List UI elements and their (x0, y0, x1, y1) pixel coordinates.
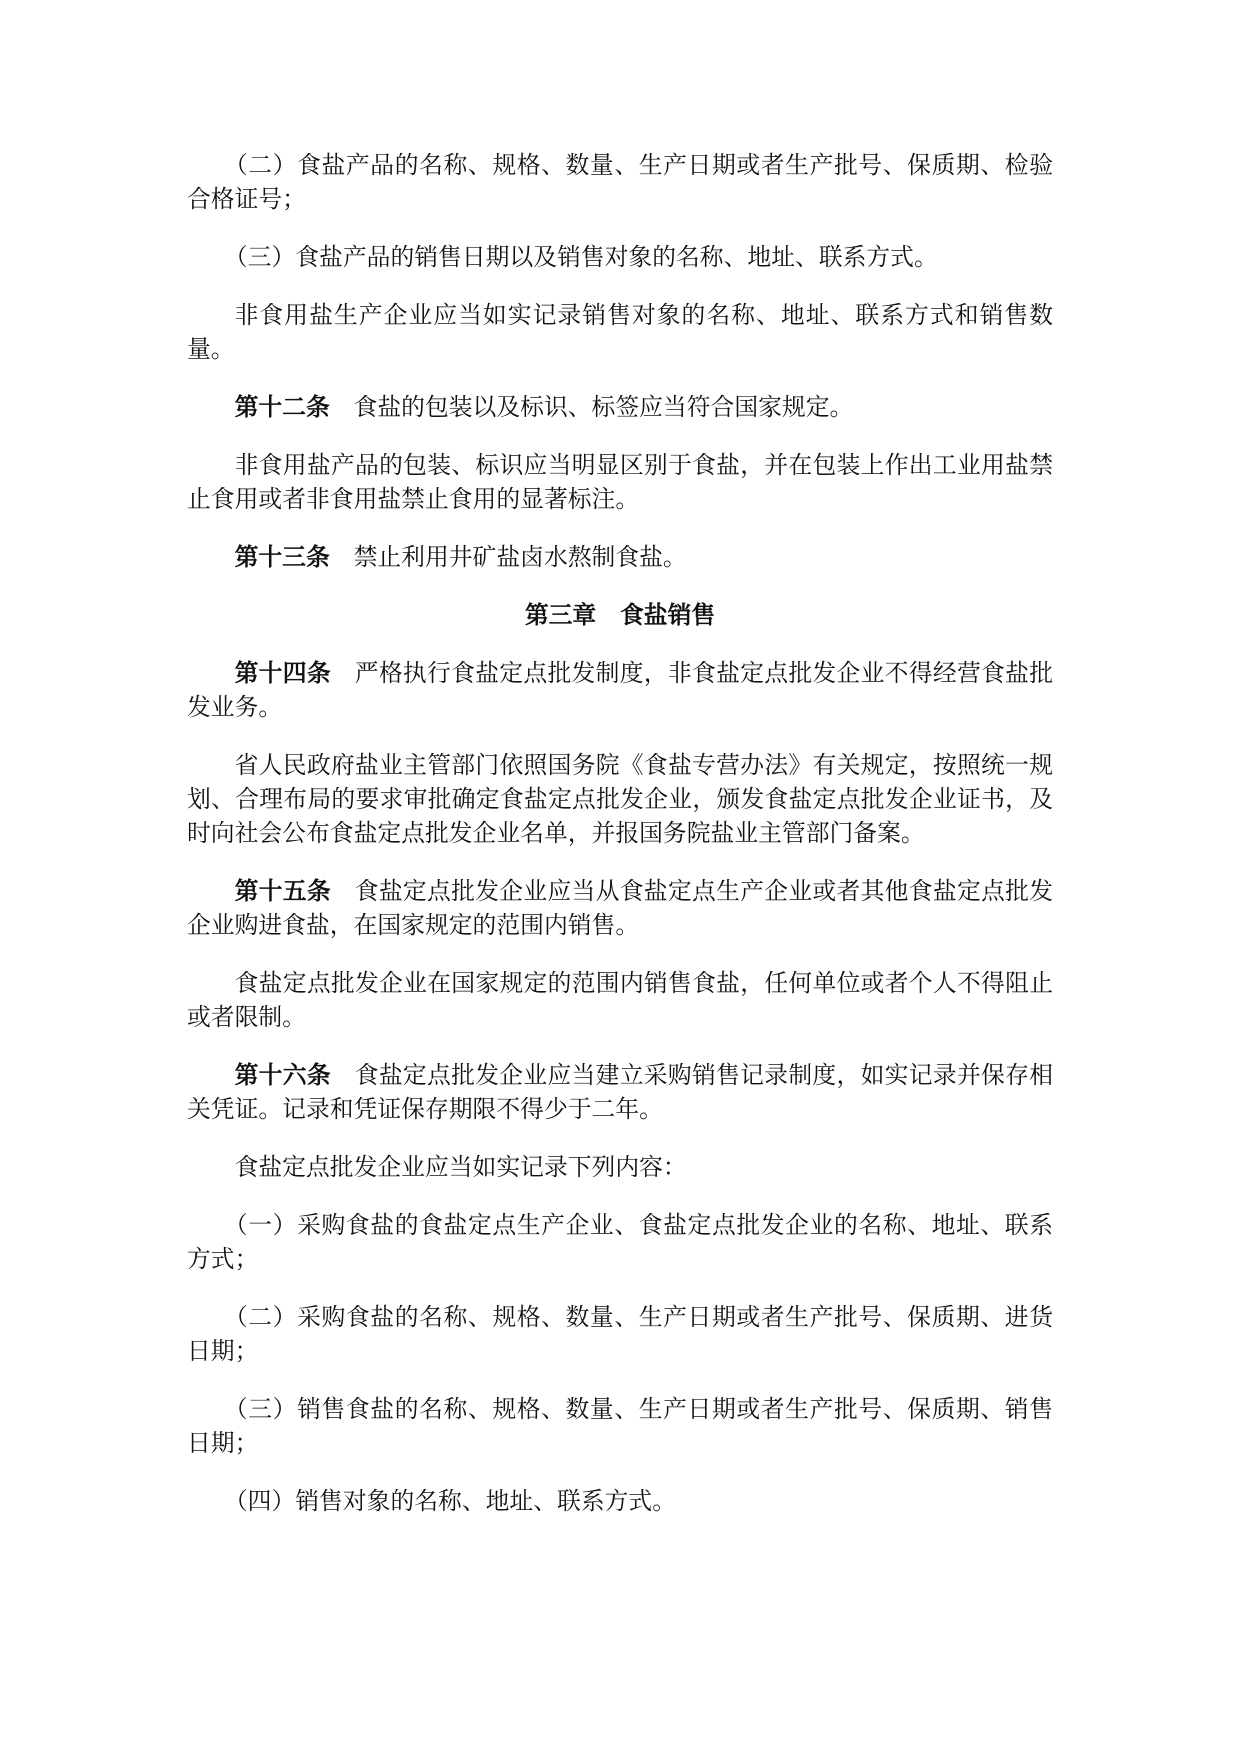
article-number: 第十二条 (234, 393, 330, 421)
document-page (187, 148, 1053, 1542)
list-item-4: （四）销售对象的名称、地址、联系方式。 (223, 1487, 677, 1515)
list-item-2: （二）采购食盐的名称、规格、数量、生产日期或者生产批号、保质期、进货日期； (187, 1303, 1053, 1365)
article-15 (187, 874, 1053, 942)
list-item-1: （一）采购食盐的食盐定点生产企业、食盐定点批发企业的名称、地址、联系方式； (187, 1211, 1053, 1273)
chapter-title: 食盐销售 (620, 601, 716, 629)
article-text: 食盐定点批发企业应当建立采购销售记录制度，如实记录并保存相关凭证。记录和凭证保存期限不得少于二年。 (187, 1061, 1054, 1123)
article-text: 食盐的包装以及标识、标签应当符合国家规定。 (353, 393, 854, 421)
article-text: 禁止利用井矿盐卤水熬制食盐。 (353, 543, 687, 571)
paragraph: 省人民政府盐业主管部门依照国务院《食盐专营办法》有关规定，按照统一规划、合理布局的要求审批确定食盐定点批发企业，颁发食盐定点批发企业证书，及时向社会公布食盐定点批发企业名单，并报国务院盐业主管部门备案。 (187, 751, 1053, 847)
article-14 (187, 656, 1053, 724)
paragraph: 食盐定点批发企业应当如实记录下列内容： (234, 1153, 687, 1181)
paragraph: 非食用盐产品的包装、标识应当明显区别于食盐，并在包装上作出工业用盐禁止食用或者非食用盐禁止食用的显著标注。 (187, 451, 1053, 513)
article-16 (187, 1058, 1053, 1126)
article-number: 第十三条 (234, 543, 330, 571)
article-13 (187, 540, 1053, 574)
article-number: 第十六条 (234, 1061, 331, 1089)
article-number: 第十五条 (234, 877, 331, 905)
chapter-heading (187, 598, 1053, 632)
list-item-2: （二）食盐产品的名称、规格、数量、生产日期或者生产批号、保质期、检验合格证号； (187, 151, 1053, 213)
article-number: 第十四条 (234, 659, 331, 687)
article-12 (187, 390, 1053, 424)
list-item-3: （三）销售食盐的名称、规格、数量、生产日期或者生产批号、保质期、销售日期； (187, 1395, 1053, 1457)
paragraph: 非食用盐生产企业应当如实记录销售对象的名称、地址、联系方式和销售数量。 (187, 301, 1053, 363)
chapter-number: 第三章 (524, 601, 597, 629)
paragraph: 食盐定点批发企业在国家规定的范围内销售食盐，任何单位或者个人不得阻止或者限制。 (187, 969, 1053, 1031)
article-text: 食盐定点批发企业应当从食盐定点生产企业或者其他食盐定点批发企业购进食盐，在国家规定的范围内销售。 (187, 877, 1054, 939)
article-text: 严格执行食盐定点批发制度，非食盐定点批发企业不得经营食盐批发业务。 (187, 659, 1054, 721)
list-item-3: （三）食盐产品的销售日期以及销售对象的名称、地址、联系方式。 (223, 243, 938, 271)
